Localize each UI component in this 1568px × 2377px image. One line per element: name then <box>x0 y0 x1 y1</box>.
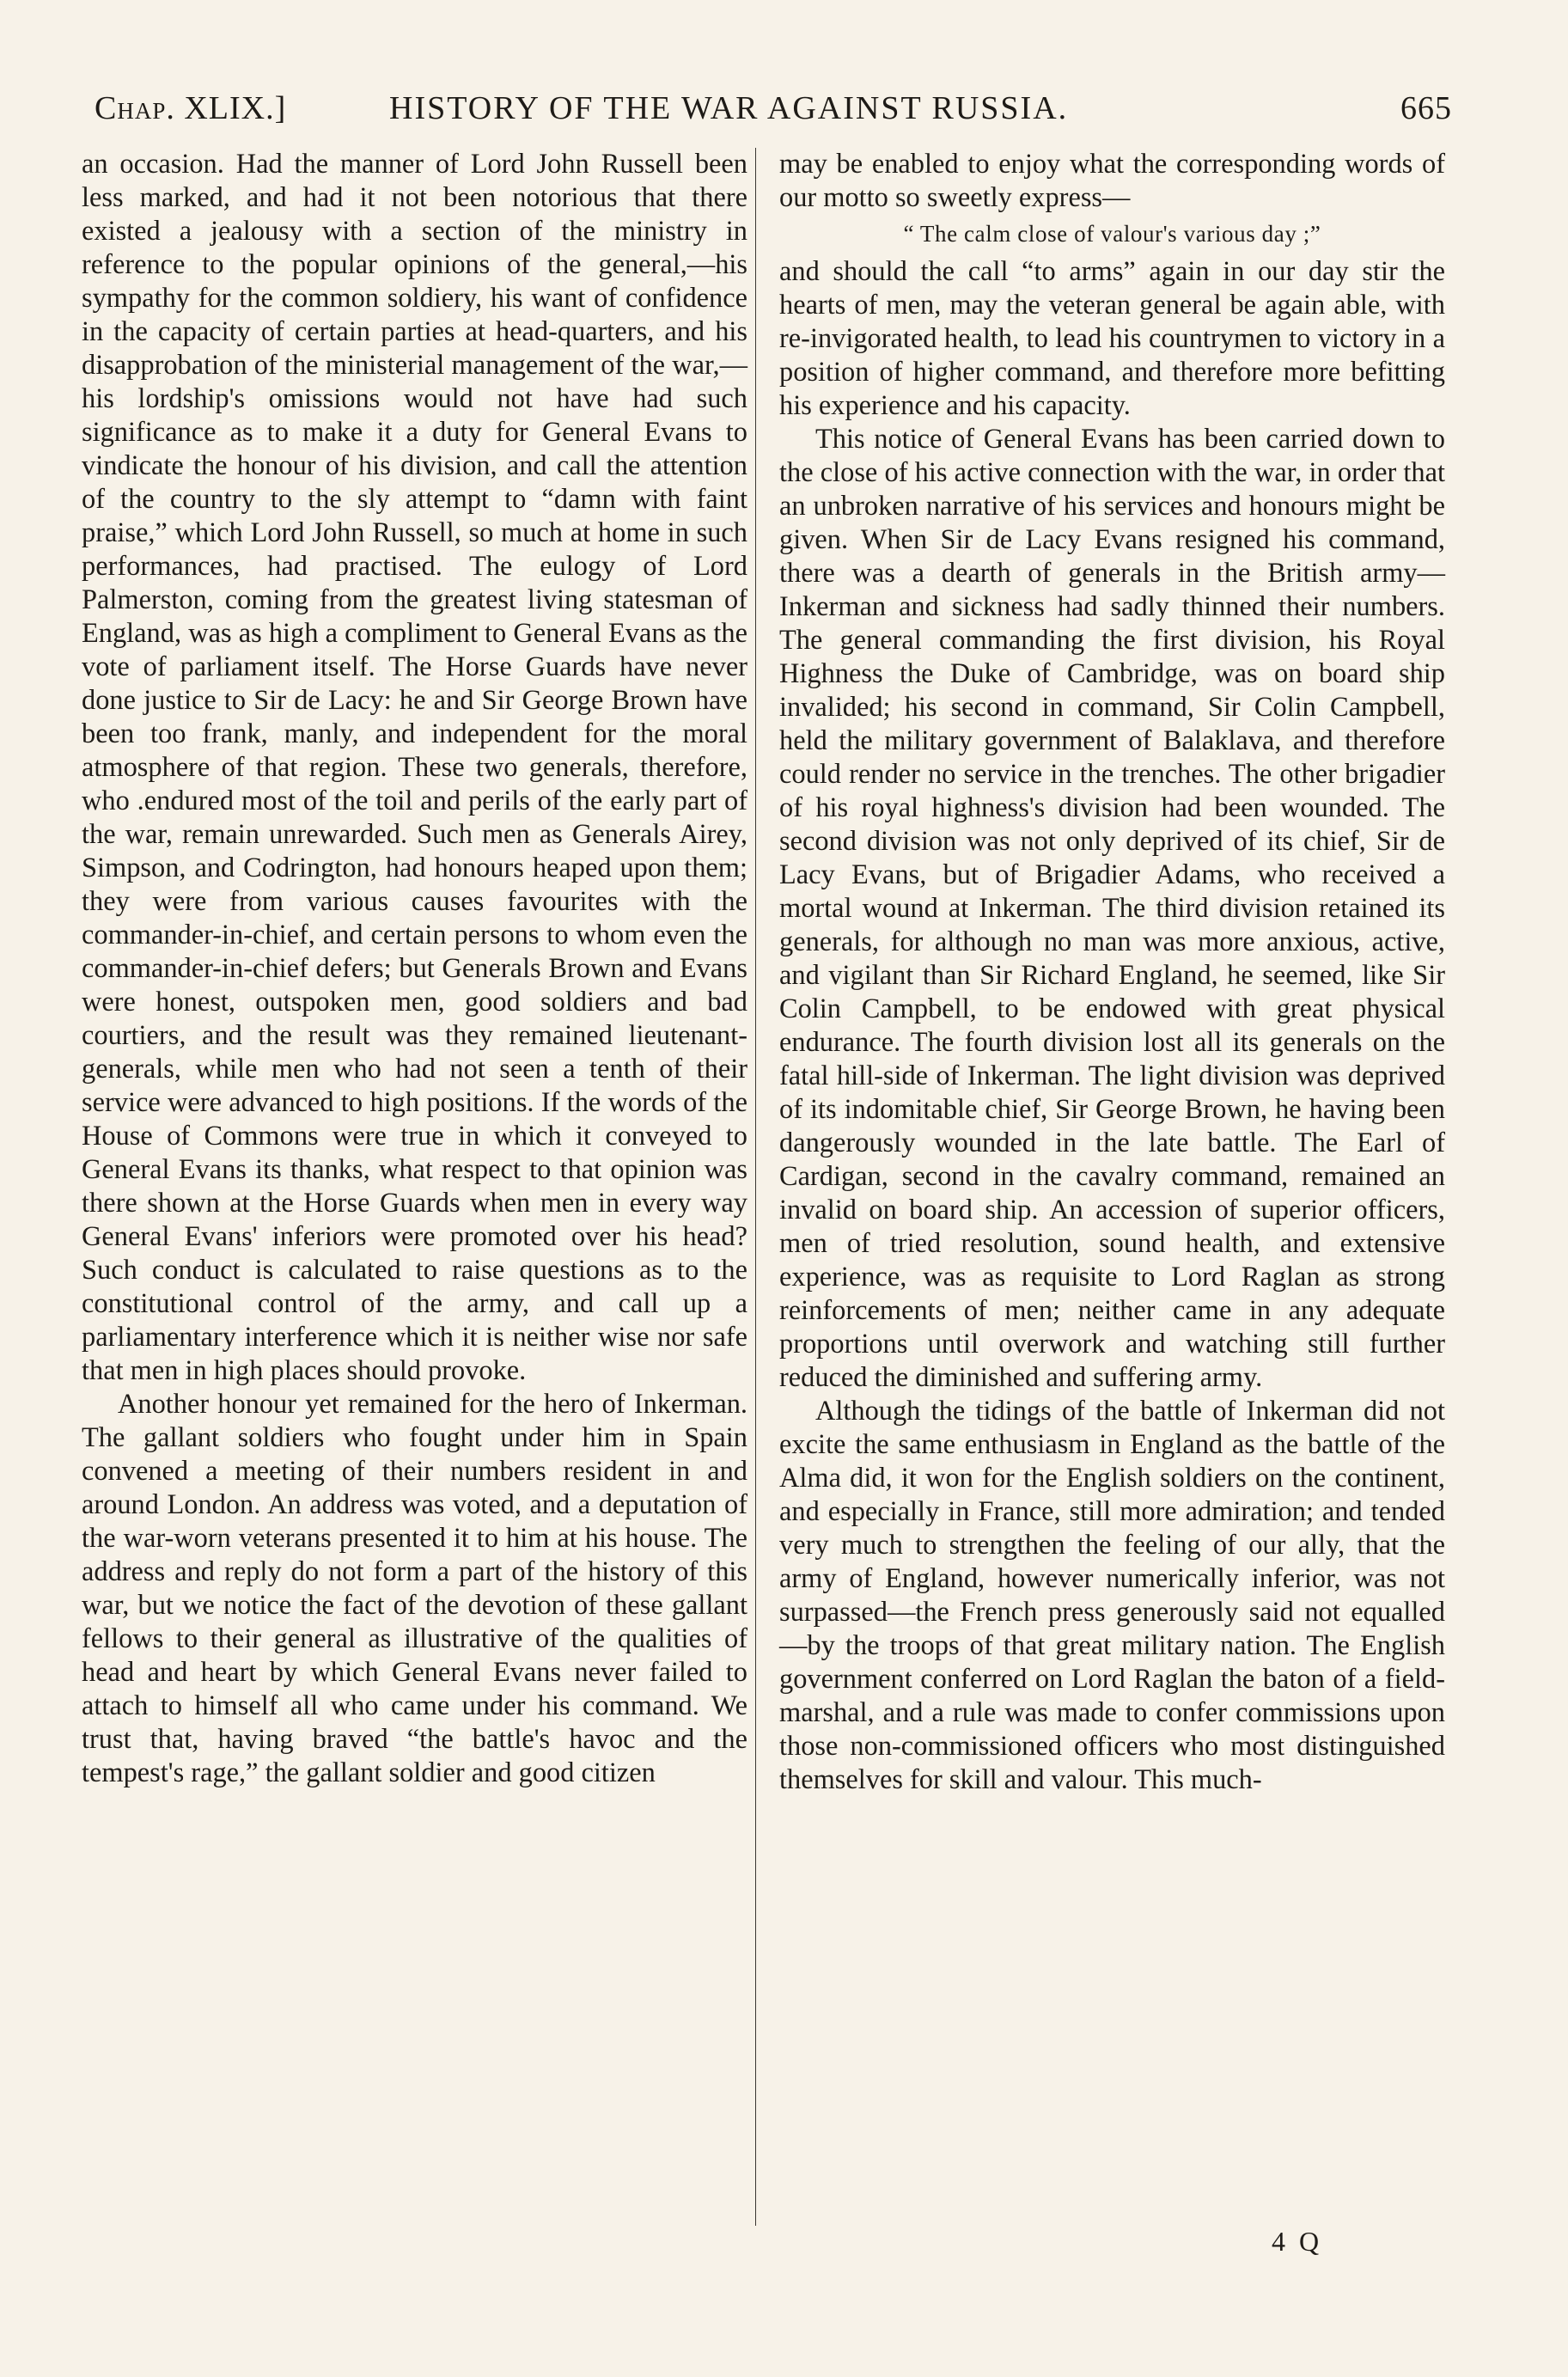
paragraph: This notice of General Evans has been carried down to the close of his active connection with the war, in order that an unbroken narrative of his services and honours might be given. When Sir de Lacy Evans resigned his command, there was a dearth of generals in the British army—Inkerman and sickness had sadly thinned their numbers. The general commanding the first division, his Royal Highness the Duke of Cambridge, was on board ship invalided; his second in command, Sir Colin Campbell, held the military government of Balaklava, and therefore could render no service in the trenches. The other brigadier of his royal highness's division had been wounded. The second division was not only deprived of its chief, Sir de Lacy Evans, but of Brigadier Adams, who received a mortal wound at Inkerman. The third division retained its generals, for although no man was more anxious, active, and vigilant than Sir Richard England, he seemed, like Sir Colin Campbell, to be endowed with great physical endurance. The fourth division lost all its generals on the fatal hill-side of Inkerman. The light division was deprived of its indomitable chief, Sir George Brown, he having been dangerously wounded in the late battle. The Earl of Cardigan, second in the cavalry command, remained an invalid on board ship. An accession of superior officers, men of tried resolution, sound health, and extensive experience, was as requisite to Lord Raglan as strong reinforcements of men; neither came in any adequate proportions until overwork and watching still further reduced the diminished and suffering army. <box>779 424 1445 1393</box>
paragraph: may be enabled to enjoy what the corresponding words of our motto so sweetly express— <box>779 149 1445 213</box>
right-column <box>779 148 1445 1797</box>
paragraph: Although the tidings of the battle of Inkerman did not excite the same enthusiasm in England as the battle of the Alma did, it won for the English soldiers on the continent, and especially in France, still more admiration; and tended very much to strengthen the feeling of our ally, that the army of England, however numerically inferior, was not surpassed—the French press generously said not equalled—by the troops of that great military nation. The English government conferred on Lord Raglan the baton of a field-marshal, and a rule was made to confer commissions upon those non-commissioned officers who most distinguished themselves for skill and valour. This much- <box>779 1396 1445 1795</box>
motto-quote: “ The calm close of valour's various day ;” <box>903 221 1321 247</box>
page-title: HISTORY OF THE WAR AGAINST RUSSIA. <box>389 90 1069 126</box>
left-column <box>82 148 747 1790</box>
running-header <box>95 79 1452 131</box>
column-divider <box>755 148 756 2226</box>
page-number: 665 <box>1400 90 1452 126</box>
paragraph: an occasion. Had the manner of Lord John Russell been less marked, and had it not been notorious that there existed a jealousy with a section of the ministry in reference to the popular opinions of the general,—his sympathy for the common soldiery, his want of confidence in the capacity of certain parties at head-quarters, and his disapprobation of the ministerial management of the war,—his lordship's omissions would not have had such significance as to make it a duty for General Evans to vindicate the honour of his division, and call the attention of the country to the sly attempt to “damn with faint praise,” which Lord John Russell, so much at home in such performances, had practised. The eulogy of Lord Palmerston, coming from the greatest living statesman of England, was as high a compliment to General Evans as the vote of parliament itself. The Horse Guards have never done justice to Sir de Lacy: he and Sir George Brown have been too frank, manly, and independent for the moral atmosphere of that region. These two generals, therefore, who .endured most of the toil and perils of the early part of the war, remain unrewarded. Such men as Generals Airey, Simpson, and Codrington, had honours heaped upon them; they were from various causes favourites with the commander-in-chief, and certain persons to whom even the commander-in-chief defers; but Generals Brown and Evans were honest, outspoken men, good soldiers and bad courtiers, and the result was they remained lieutenant-generals, while men who had not seen a tenth of their service were advanced to high positions. If the words of the House of Commons were true in which it conveyed to General Evans its thanks, what respect to that opinion was there shown at the Horse Guards when men in every way General Evans' inferiors were promoted over his head? Such conduct is calculated to raise questions as to the constitutional control of the army, and call up a parliamentary interference which it is neither wise nor safe that men in high places should provoke. <box>82 149 747 1386</box>
chapter-label: Chap. XLIX.] <box>95 90 287 126</box>
printer-signature-mark: 4 Q <box>1272 2226 1323 2257</box>
paragraph: and should the call “to arms” again in our day stir the hearts of men, may the veteran general be again able, with re-invigorated health, to lead his countrymen to victory in a position of higher command, and therefore more befitting his experience and his capacity. <box>779 256 1445 421</box>
paragraph: Another honour yet remained for the hero of Inkerman. The gallant soldiers who fought under him in Spain convened a meeting of their numbers resident in and around London. An address was voted, and a deputation of the war-worn veterans presented it to him at his house. The address and reply do not form a part of the history of this war, but we notice the fact of the devotion of these gallant fellows to their general as illustrative of the qualities of head and heart by which General Evans never failed to attach to himself all who came under his command. We trust that, having braved “the battle's havoc and the tempest's rage,” the gallant soldier and good citizen <box>82 1389 747 1788</box>
